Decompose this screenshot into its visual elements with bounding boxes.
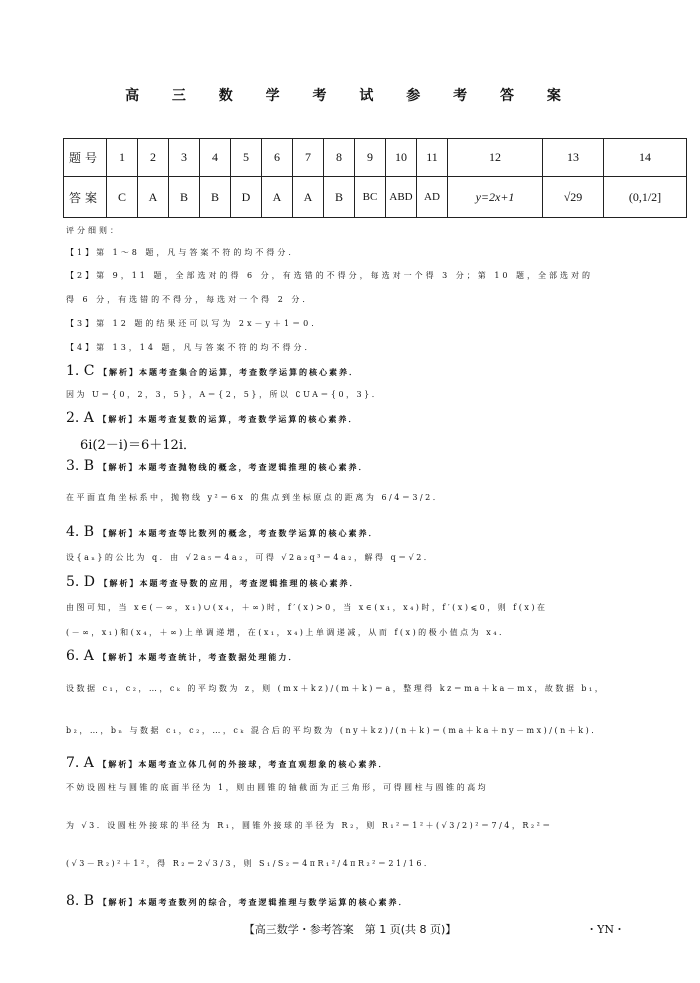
q7-analysis-tag: 【解析】本题考查立体几何的外接球，考查直观想象的核心素养．: [98, 759, 389, 769]
q4-heading: [66, 524, 379, 540]
q7-heading: [66, 755, 388, 771]
q5-explanation-line-2: (－∞，x₁)和(x₄，＋∞)上单调递增，在(x₁，x₄)上单调递减，从而 f(x)的极小值点为 x₄．: [66, 628, 510, 637]
q6-heading: [66, 648, 298, 664]
page-footer: 【高三数学・参考答案 第 1 页(共 8 页)】: [243, 923, 457, 936]
answer-cell: B: [324, 177, 355, 218]
question-number-cell: 4: [200, 139, 231, 177]
q8-answer: 8. B: [66, 893, 95, 909]
answer-cell: BC: [355, 177, 386, 218]
q7-answer: 7. A: [66, 755, 94, 771]
scoring-note-2: 【2】第 9，11 题，全部选对的得 6 分，有选错的不得分，每选对一个得 3 分；第 10 题，全部选对的: [66, 271, 594, 280]
question-number-cell: 1: [107, 139, 138, 177]
answer-table-number-row: [64, 139, 687, 177]
scoring-notes-heading: 评分细则：: [66, 226, 121, 235]
answer-cell: y=2x+1: [448, 177, 543, 218]
q7-explanation-line-3: (√3－R₂)²＋1²，得 R₂＝2√3/3，则 S₁/S₂＝4πR₁²/4πR₂²＝21/16．: [66, 859, 435, 868]
q3-heading: [66, 458, 369, 474]
answer-cell: ABD: [386, 177, 417, 218]
q3-explanation: 在平面直角坐标系中，抛物线 y²＝6x 的焦点到坐标原点的距离为 6/4＝3/2．: [66, 493, 444, 502]
question-number-cell: 12: [448, 139, 543, 177]
answer-cell: (0,1/2]: [604, 177, 687, 218]
row-label-answer: 答案: [64, 177, 107, 218]
answer-cell: A: [262, 177, 293, 218]
scoring-note-1: 【1】第 1～8 题，凡与答案不符的均不得分．: [66, 248, 300, 257]
scoring-note-4: 【4】第 13，14 题，凡与答案不符的均不得分．: [66, 343, 316, 352]
q5-analysis-tag: 【解析】本题考查导数的应用，考查逻辑推理的核心素养．: [99, 578, 360, 588]
question-number-cell: 7: [293, 139, 324, 177]
q6-explanation-line-1: 设数据 c₁，c₂，…，cₖ 的平均数为 z，则 (mx＋kz)/(m＋k)＝a，整理得 kz＝ma＋ka－mx，故数据 b₁，: [66, 684, 606, 693]
question-number-cell: 6: [262, 139, 293, 177]
answer-cell: √29: [543, 177, 604, 218]
q6-answer: 6. A: [66, 648, 94, 664]
q5-answer: 5. D: [66, 574, 96, 590]
q7-explanation-line-2: 为 √3．设圆柱外接球的半径为 R₁，圆锥外接球的半径为 R₂，则 R₁²＝1²＋(√3/2)²＝7/4，R₂²＝: [66, 821, 553, 830]
footer-code: ・YN・: [586, 923, 625, 936]
q3-answer: 3. B: [66, 458, 95, 474]
q2-explanation: 6i(2－i)＝6＋12i．: [80, 438, 196, 453]
q3-analysis-tag: 【解析】本题考查抛物线的概念，考查逻辑推理的核心素养．: [98, 462, 369, 472]
q1-analysis-tag: 【解析】本题考查集合的运算，考查数学运算的核心素养．: [98, 367, 359, 377]
q4-answer: 4. B: [66, 524, 95, 540]
answer-cell: A: [138, 177, 169, 218]
answer-table: [63, 138, 687, 218]
question-number-cell: 9: [355, 139, 386, 177]
q1-explanation: 因为 U＝{0，2，3，5}，A＝{2，5}，所以 ∁UA＝{0，3}．: [66, 390, 383, 399]
question-number-cell: 5: [231, 139, 262, 177]
answer-table-answer-row: [64, 177, 687, 218]
q5-heading: [66, 574, 360, 590]
q7-explanation-line-1: 不妨设圆柱与圆锥的底面半径为 1，则由圆锥的轴截面为正三角形，可得圆柱与圆锥的高均: [66, 783, 489, 792]
answer-cell: B: [200, 177, 231, 218]
row-label-number: 题号: [64, 139, 107, 177]
q2-heading: [66, 410, 358, 426]
q8-heading: [66, 893, 409, 909]
scoring-note-3: 【3】第 12 题的结果还可以写为 2x－y＋1＝0．: [66, 319, 323, 328]
answer-cell: AD: [417, 177, 448, 218]
q6-analysis-tag: 【解析】本题考查统计，考查数据处理能力．: [98, 652, 299, 662]
question-number-cell: 13: [543, 139, 604, 177]
q8-analysis-tag: 【解析】本题考查数列的综合，考查逻辑推理与数学运算的核心素养．: [98, 897, 409, 907]
answer-cell: C: [107, 177, 138, 218]
q1-answer: 1. C: [66, 363, 95, 379]
q5-explanation-line-1: 由图可知，当 x∈(－∞，x₁)∪(x₄，＋∞)时，f′(x)>0，当 x∈(x₁，x₄)时，f′(x)⩽0，则 f(x)在: [66, 603, 548, 612]
q6-explanation-line-2: b₂，…，bₙ 与数据 c₁，c₂，…，cₖ 混合后的平均数为 (ny＋kz)/(n＋k)＝(ma＋ka＋ny－mx)/(n＋k)．: [66, 726, 602, 735]
question-number-cell: 11: [417, 139, 448, 177]
question-number-cell: 2: [138, 139, 169, 177]
answer-cell: A: [293, 177, 324, 218]
q4-analysis-tag: 【解析】本题考查等比数列的概念，考查数学运算的核心素养．: [98, 528, 379, 538]
q1-heading: [66, 363, 359, 379]
question-number-cell: 14: [604, 139, 687, 177]
scoring-note-2-cont: 得 6 分，有选错的不得分，每选对一个得 2 分．: [66, 295, 314, 304]
page-title: 高 三 数 学 考 试 参 考 答 案: [125, 88, 575, 104]
question-number-cell: 8: [324, 139, 355, 177]
q2-analysis-tag: 【解析】本题考查复数的运算，考查数学运算的核心素养．: [98, 414, 359, 424]
q4-explanation: 设{aₙ}的公比为 q．由 √2a₅＝4a₂，可得 √2a₂q³＝4a₂，解得 q＝√2．: [66, 553, 435, 562]
question-number-cell: 3: [169, 139, 200, 177]
q2-answer: 2. A: [66, 410, 94, 426]
question-number-cell: 10: [386, 139, 417, 177]
answer-cell: B: [169, 177, 200, 218]
answer-cell: D: [231, 177, 262, 218]
